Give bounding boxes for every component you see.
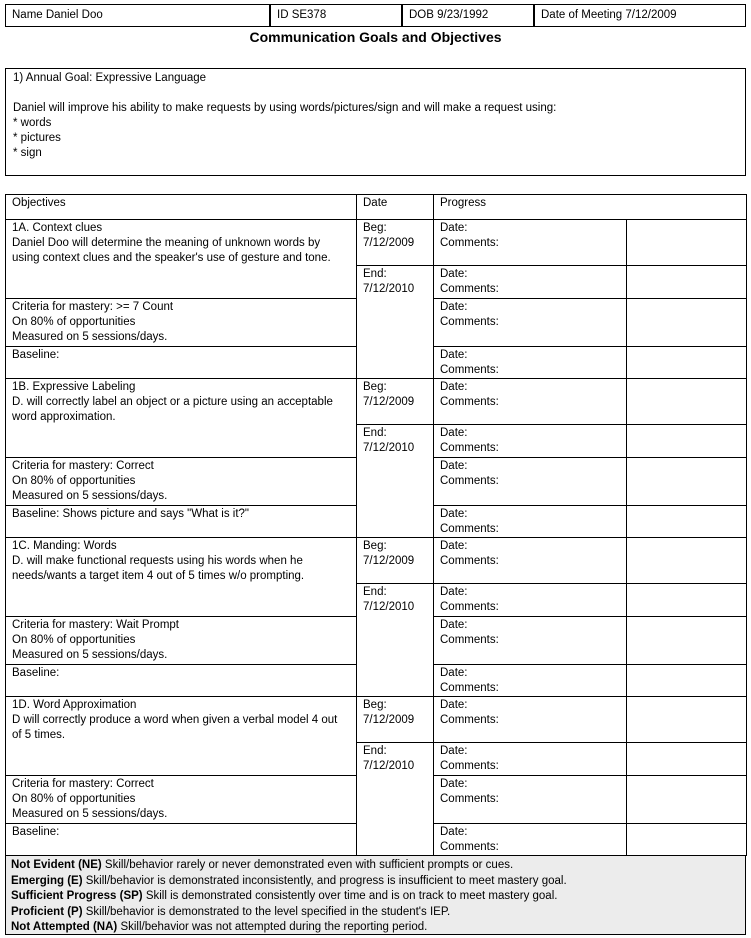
- baseline-cell: [6, 347, 357, 379]
- baseline-text: Baseline: Shows picture and says "What is it?": [12, 508, 249, 520]
- mastery-criteria: [6, 776, 357, 824]
- progress-date-label: Date:: [440, 427, 468, 439]
- progress-cell: [434, 824, 627, 856]
- begin-date: 7/12/2009: [363, 555, 415, 567]
- end-date-cell: [357, 584, 434, 697]
- progress-rating-cell: [627, 266, 747, 299]
- progress-comments-label: Comments:: [440, 793, 499, 805]
- table-row: [6, 538, 747, 584]
- table-header-row: [6, 195, 747, 220]
- table-row: [6, 220, 747, 266]
- begin-date-cell: [357, 220, 434, 266]
- progress-comments-label: Comments:: [440, 714, 499, 726]
- progress-rating-cell: [627, 584, 747, 617]
- progress-comments-label: Comments:: [440, 601, 499, 613]
- progress-date-label: Date:: [440, 460, 468, 472]
- legend-item: [11, 920, 740, 936]
- begin-label: Beg:: [363, 699, 387, 711]
- progress-rating-cell: [627, 347, 747, 379]
- header-row: [5, 4, 746, 27]
- progress-rating-cell: [627, 379, 747, 425]
- progress-rating-cell: [627, 538, 747, 584]
- end-date-cell: [357, 743, 434, 856]
- end-date-cell: [357, 425, 434, 538]
- progress-date-label: Date:: [440, 301, 468, 313]
- goal-item: * pictures: [13, 132, 61, 144]
- legend-term: Not Attempted (NA): [11, 921, 118, 933]
- objective-description: [6, 379, 357, 458]
- begin-date-cell: [357, 538, 434, 584]
- progress-cell: [434, 665, 627, 697]
- objective-title: 1B. Expressive Labeling: [12, 381, 136, 393]
- begin-date: 7/12/2009: [363, 714, 415, 726]
- begin-label: Beg:: [363, 381, 387, 393]
- progress-comments-label: Comments:: [440, 523, 499, 535]
- progress-rating-cell: [627, 824, 747, 856]
- objective-description: [6, 697, 357, 776]
- progress-comments-label: Comments:: [440, 283, 499, 295]
- legend-term: Not Evident (NE): [11, 859, 102, 871]
- page-title: Communication Goals and Objectives: [249, 29, 502, 45]
- progress-date-label: Date:: [440, 540, 468, 552]
- progress-comments-label: Comments:: [440, 475, 499, 487]
- begin-date-cell: [357, 697, 434, 743]
- col-header-progress: Progress: [434, 195, 747, 220]
- progress-comments-label: Comments:: [440, 396, 499, 408]
- progress-comments-label: Comments:: [440, 442, 499, 454]
- progress-date-label: Date:: [440, 826, 468, 838]
- annual-goal-box: [5, 68, 746, 176]
- progress-date-label: Date:: [440, 508, 468, 520]
- end-label: End:: [363, 586, 387, 598]
- criteria-text: Criteria for mastery: >= 7 Count: [12, 301, 174, 313]
- progress-rating-cell: [627, 776, 747, 824]
- goal-item: * words: [13, 117, 52, 129]
- progress-cell: [434, 379, 627, 425]
- legend-term: Emerging (E): [11, 874, 83, 887]
- baseline-text: Baseline:: [12, 349, 60, 361]
- annual-goal-description: Daniel will improve his ability to make requests by using words/pictures/sign and will make a request using:: [13, 102, 557, 114]
- progress-cell: [434, 299, 627, 347]
- table-row: [6, 697, 747, 743]
- end-label: End:: [363, 745, 387, 757]
- progress-cell: [434, 506, 627, 538]
- begin-label: Beg:: [363, 540, 387, 552]
- progress-date-label: Date:: [440, 586, 468, 598]
- progress-cell: [434, 347, 627, 379]
- progress-cell: [434, 266, 627, 299]
- mastery-criteria: [6, 617, 357, 665]
- objectives-table: [5, 194, 747, 856]
- annual-goal-heading: 1) Annual Goal: Expressive Language: [13, 72, 207, 84]
- opportunities-text: On 80% of opportunities: [12, 475, 136, 487]
- progress-rating-cell: [627, 697, 747, 743]
- progress-comments-label: Comments:: [440, 237, 499, 249]
- objective-text: D will correctly produce a word when given a verbal model 4 out of 5 times.: [12, 714, 338, 741]
- end-date-cell: [357, 266, 434, 379]
- objective-title: 1C. Manding: Words: [12, 540, 117, 552]
- measured-text: Measured on 5 sessions/days.: [12, 490, 168, 502]
- begin-date: 7/12/2009: [363, 237, 415, 249]
- end-label: End:: [363, 268, 387, 280]
- meeting-date: Date of Meeting 7/12/2009: [541, 9, 677, 21]
- progress-comments-label: Comments:: [440, 760, 499, 772]
- student-name: Name Daniel Doo: [12, 9, 103, 21]
- progress-date-label: Date:: [440, 349, 468, 361]
- opportunities-text: On 80% of opportunities: [12, 793, 136, 805]
- criteria-text: Criteria for mastery: Correct: [12, 778, 154, 790]
- legend-text: Skill/behavior is demonstrated to the level specified in the student's IEP.: [82, 905, 451, 918]
- legend-item: [11, 858, 740, 874]
- end-label: End:: [363, 427, 387, 439]
- progress-comments-label: Comments:: [440, 316, 499, 328]
- end-date: 7/12/2010: [363, 760, 415, 772]
- progress-rating-cell: [627, 617, 747, 665]
- col-header-objectives: Objectives: [6, 195, 357, 220]
- begin-date: 7/12/2009: [363, 396, 415, 408]
- end-date: 7/12/2010: [363, 601, 415, 613]
- legend-text: Skill is demonstrated consistently over time and is on track to meet mastery goal.: [142, 890, 558, 902]
- progress-date-label: Date:: [440, 268, 468, 280]
- legend-text: Skill/behavior is demonstrated inconsistently, and progress is insufficient to meet mastery goal.: [82, 874, 567, 887]
- progress-comments-label: Comments:: [440, 364, 499, 376]
- measured-text: Measured on 5 sessions/days.: [12, 649, 168, 661]
- end-date: 7/12/2010: [363, 283, 415, 295]
- progress-date-label: Date:: [440, 381, 468, 393]
- objective-description: [6, 538, 357, 617]
- goal-item: * sign: [13, 147, 42, 159]
- begin-label: Beg:: [363, 222, 387, 234]
- progress-rating-cell: [627, 665, 747, 697]
- student-id: ID SE378: [277, 9, 327, 21]
- progress-date-label: Date:: [440, 222, 468, 234]
- objective-description: [6, 220, 357, 299]
- baseline-cell: [6, 506, 357, 538]
- opportunities-text: On 80% of opportunities: [12, 316, 136, 328]
- progress-comments-label: Comments:: [440, 841, 499, 853]
- progress-cell: [434, 458, 627, 506]
- progress-cell: [434, 776, 627, 824]
- criteria-text: Criteria for mastery: Correct: [12, 460, 154, 472]
- progress-cell: [434, 425, 627, 458]
- progress-cell: [434, 697, 627, 743]
- begin-date-cell: [357, 379, 434, 425]
- col-header-date: Date: [357, 195, 434, 220]
- date-of-birth: DOB 9/23/1992: [409, 9, 489, 21]
- progress-rating-cell: [627, 506, 747, 538]
- progress-rating-cell: [627, 299, 747, 347]
- legend-text: Skill/behavior rarely or never demonstrated even with sufficient prompts or cues.: [101, 859, 514, 871]
- legend-term: Proficient (P): [11, 905, 83, 918]
- table-row: [6, 379, 747, 425]
- baseline-text: Baseline:: [12, 826, 60, 838]
- progress-cell: [434, 220, 627, 266]
- legend-term: Sufficient Progress (SP): [11, 890, 143, 902]
- objective-title: 1D. Word Approximation: [12, 699, 137, 711]
- progress-comments-label: Comments:: [440, 555, 499, 567]
- legend-item: [11, 905, 740, 921]
- objective-text: D. will make functional requests using his words when he needs/wants a target item 4 out of 5 times w/o prompting.: [12, 555, 305, 582]
- baseline-text: Baseline:: [12, 667, 60, 679]
- measured-text: Measured on 5 sessions/days.: [12, 331, 168, 343]
- end-date: 7/12/2010: [363, 442, 415, 454]
- mastery-criteria: [6, 299, 357, 347]
- objective-text: Daniel Doo will determine the meaning of unknown words by using context clues and the speaker's use of gesture and tone.: [12, 237, 331, 264]
- progress-rating-cell: [627, 458, 747, 506]
- progress-date-label: Date:: [440, 745, 468, 757]
- baseline-cell: [6, 665, 357, 697]
- rating-legend: [5, 855, 746, 935]
- progress-comments-label: Comments:: [440, 634, 499, 646]
- objective-title: 1A. Context clues: [12, 222, 103, 234]
- progress-date-label: Date:: [440, 619, 468, 631]
- baseline-cell: [6, 824, 357, 856]
- progress-cell: [434, 743, 627, 776]
- legend-item: [11, 889, 740, 905]
- legend-item: [11, 874, 740, 890]
- measured-text: Measured on 5 sessions/days.: [12, 808, 168, 820]
- progress-rating-cell: [627, 425, 747, 458]
- progress-cell: [434, 617, 627, 665]
- opportunities-text: On 80% of opportunities: [12, 634, 136, 646]
- legend-text: Skill/behavior was not attempted during the reporting period.: [117, 921, 428, 933]
- progress-cell: [434, 584, 627, 617]
- progress-date-label: Date:: [440, 778, 468, 790]
- criteria-text: Criteria for mastery: Wait Prompt: [12, 619, 179, 631]
- progress-rating-cell: [627, 220, 747, 266]
- objective-text: D. will correctly label an object or a picture using an acceptable word approximation.: [12, 396, 333, 423]
- progress-cell: [434, 538, 627, 584]
- progress-date-label: Date:: [440, 667, 468, 679]
- progress-date-label: Date:: [440, 699, 468, 711]
- mastery-criteria: [6, 458, 357, 506]
- progress-rating-cell: [627, 743, 747, 776]
- progress-comments-label: Comments:: [440, 682, 499, 694]
